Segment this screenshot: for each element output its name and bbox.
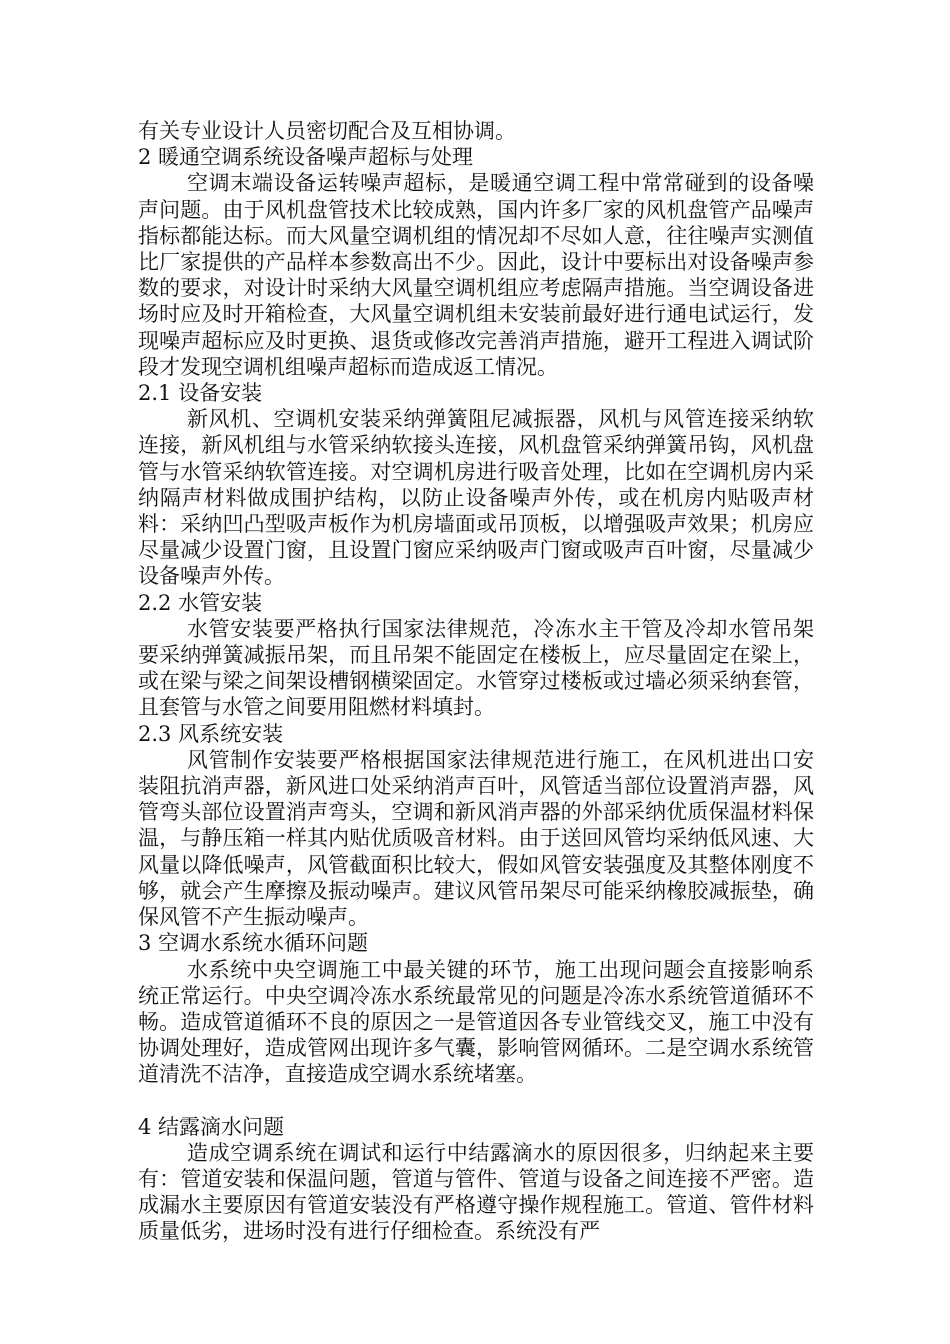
section-heading-2: 2 暖通空调系统设备噪声超标与处理 (138, 145, 474, 170)
paragraph-water-pipe-installation: 水管安装要严格执行国家法律规范，冷冻水主干管及冷却水管吊架要采纳弹簧减振吊架，而且吊架不能固定在楼板上，应尽量固定在梁上，或在梁与梁之间架设槽钢横梁固定。水管穿过楼板或过墙必须采纳套管，且套管与水管之间要用阻燃材料填封。 (138, 616, 814, 720)
paragraph-equipment-installation: 新风机、空调机安装采纳弹簧阻尼减振器，风机与风管连接采纳软连接，新风机组与水管采纳软接头连接，风机盘管采纳弹簧吊钩，风机盘管与水管采纳软管连接。对空调机房进行吸音处理，比如在空调机房内采纳隔声材料做成围护结构，以防止设备噪声外传，或在机房内贴吸声材料：采纳凹凸型吸声板作为机房墙面或吊顶板，以增强吸声效果；机房应尽量减少设置门窗，且设置门窗应采纳吸声门窗或吸声百叶窗，尽量减少设备噪声外传。 (138, 407, 814, 589)
section-heading-2-3: 2.3 风系统安装 (138, 721, 284, 746)
paragraph-continuation: 有关专业设计人员密切配合及互相协调。 (138, 119, 516, 143)
paragraph-noise: 空调末端设备运转噪声超标，是暖通空调工程中常常碰到的设备噪声问题。由于风机盘管技术比较成熟，国内许多厂家的风机盘管产品噪声指标都能达标。而大风量空调机组的情况却不尽如人意，往往噪声实测值比厂家提供的产品样本参数高出不少。因此，设计中要标出对设备噪声参数的要求，对设计时采纳大风量空调机组应考虑隔声措施。当空调设备进场时应及时开箱检查，大风量空调机组未安装前最好进行通电试运行，发现噪声超标应及时更换、退货或修改完善消声措施，避开工程进入调试阶段才发现空调机组噪声超标而造成返工情况。 (138, 171, 814, 379)
paragraph-air-system-installation: 风管制作安装要严格根据国家法律规范进行施工，在风机进出口安装阻抗消声器，新风进口处采纳消声百叶，风管适当部位设置消声器，风管弯头部位设置消声弯头，空调和新风消声器的外部采纳优质保温材料保温，与静压箱一样其内贴优质吸音材料。由于送回风管均采纳低风速、大风量以降低噪声，风管截面积比较大，假如风管安装强度及其整体刚度不够，就会产生摩擦及振动噪声。建议风管吊架尽可能采纳橡胶减振垫，确保风管不产生振动噪声。 (138, 747, 814, 930)
section-heading-4: 4 结露滴水问题 (138, 1114, 285, 1139)
paragraph-gap (138, 1088, 814, 1114)
document-body (138, 118, 814, 1245)
section-heading-2-1: 2.1 设备安装 (138, 381, 263, 406)
section-heading-2-2: 2.2 水管安装 (138, 590, 263, 615)
paragraph-condensation: 造成空调系统在调试和运行中结露滴水的原因很多，归纳起来主要有：管道安装和保温问题，管道与管件、管道与设备之间连接不严密。造成漏水主要原因有管道安装没有严格遵守操作规程施工。管道、管件材料质量低劣，进场时没有进行仔细检查。系统没有严 (138, 1140, 814, 1244)
paragraph-water-circulation: 水系统中央空调施工中最关键的环节，施工出现问题会直接影响系统正常运行。中央空调冷冻水系统最常见的问题是冷冻水系统管道循环不畅。造成管道循环不良的原因之一是管道因各专业管线交叉，施工中没有协调处理好，造成管网出现许多气囊，影响管网循环。二是空调水系统管道清洗不洁净，直接造成空调水系统堵塞。 (138, 957, 814, 1087)
section-heading-3: 3 空调水系统水循环问题 (138, 931, 369, 956)
